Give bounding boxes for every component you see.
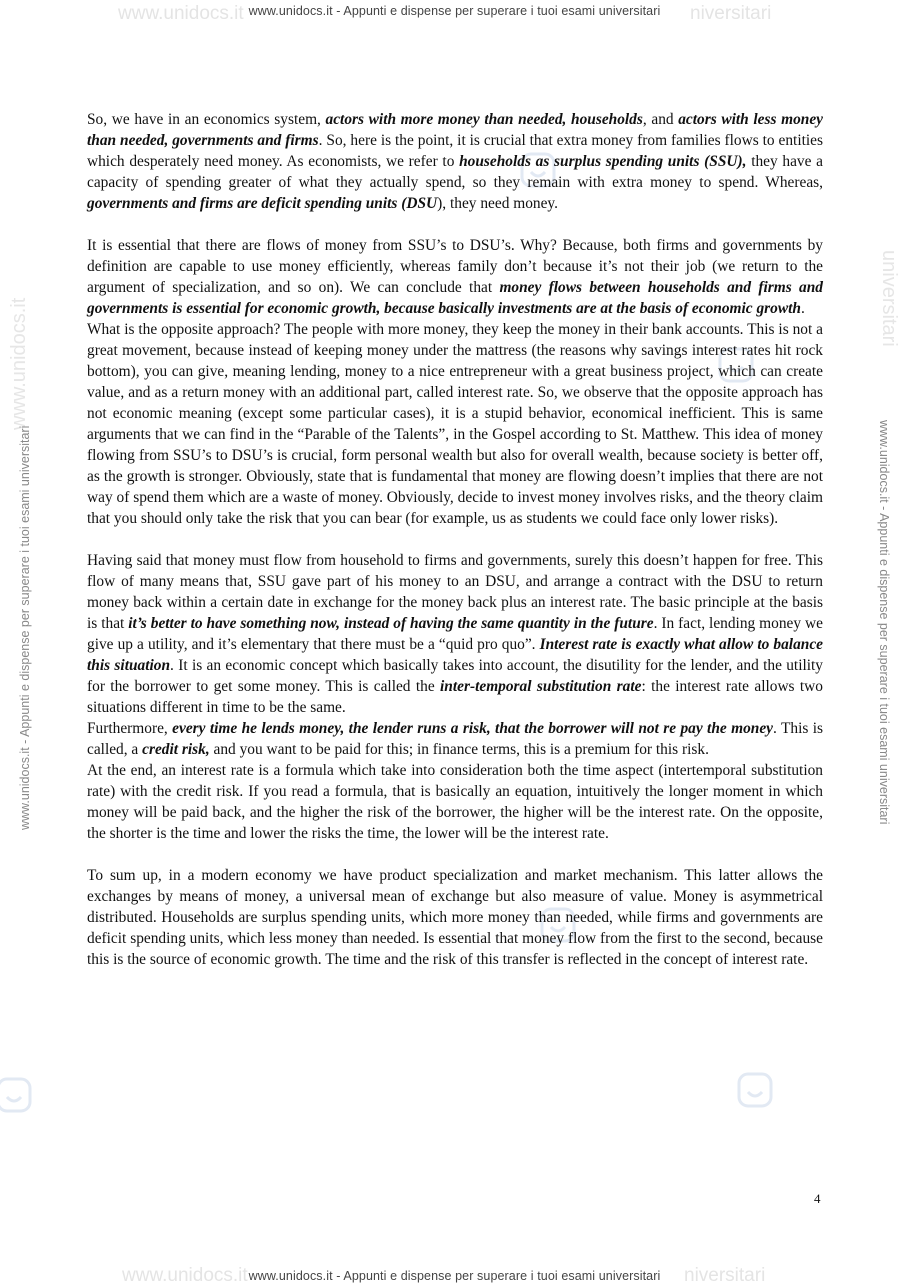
paragraph-text: . [800,300,805,317]
watermark-side-right: www.unidocs.it - Appunti e dispense per superare i tuoi esami universitari [877,420,891,825]
emphasis-text: inter-temporal substitution rate [440,678,642,695]
paragraph-text: they have a capacity of spending greater of what they actually spend, so they remain with extra money to spend. Whereas, [87,153,823,191]
watermark-logo-icon [0,1075,34,1115]
emphasis-text: it’s better to have something now, instead of having the same quantity in the future [128,615,654,632]
emphasis-text: households as surplus spending units (SSU), [459,153,747,170]
emphasis-text: actors with less money than needed, governments and firms [87,111,823,149]
paragraph-text: What is the opposite approach? The people with more money, they keep the money in their bank accounts. This is not a great movement, because instead of keeping money under the mattress (the reasons why savings interest rates hit rock bottom), you can give, meaning lending, money to a nice entrepreneur with a great business project, which can create value, and as a return money with an additional part, called interest rate. So, we observe that the opposite approach has not economic meaning (except some particular cases), it is a stupid behavior, economical inefficient. This is same arguments that we can find in the “Parable of the Talents”, in the Gospel according to St. Matthew. This idea of money flowing from SSU’s to DSU’s is crucial, form personal wealth but also for overall wealth, because society is better off, as the growth is stronger. Obviously, state that is fundamental that money are flowing doesn’t implies that there are not way of spend them which are a waste of money. Obviously, decide to invest money involves risks, and the theory claim that you should only take the risk that you can bear (for example, us as students we could face only lower risks). [87,321,823,527]
watermark-logo-icon [735,1070,775,1110]
paragraph-text: and you want to be paid for this; in finance terms, this is a premium for this risk. [209,741,709,758]
watermark-ghost-text: niversitari [690,3,772,24]
emphasis-text: credit risk, [142,741,210,758]
watermark-ghost-text: www.unidocs.it [118,3,244,24]
paragraph [87,109,823,214]
paragraph-text: . So, here is the point, it is crucial that extra money from families flows to entities which desperately need money. As economists, we refer to [87,132,823,170]
paragraph [87,760,823,844]
paragraph-text: . It is an economic concept which basically takes into account, the disutility for the lender, and the utility for the borrower to get some money. This is called the [87,657,824,695]
paragraph-text: To sum up, in a modern economy we have product specialization and market mechanism. This latter allows the exchanges by means of money, a universal mean of exchange but also measure of value. Money is asymmetrical distributed. Households are surplus spending units, which more money than needed, while firms and governments are deficit spending units, which less money than needed. Is essential that money flow from the first to the second, because this is the source of economic growth. The time and the risk of this transfer is reflected in the concept of interest rate. [87,867,823,968]
emphasis-text: governments and firms are deficit spending units (DSU [87,195,438,212]
emphasis-text: Interest rate is exactly what allow to balance this situation [87,636,823,674]
watermark-side-ghost: universitari [878,250,900,347]
document-body [87,109,823,970]
paragraph-text: At the end, an interest rate is a formula which take into consideration both the time aspect (intertemporal substitution rate) with the credit risk. If you read a formula, that is basically an equation, intuitively the longer moment in which money will be paid back, and the higher the risk of the borrower, the higher will be the interest rate. On the opposite, the shorter is the time and lower the risks the time, the lower will be the interest rate. [87,762,823,842]
paragraph-text: , and [642,111,679,128]
paragraph-text: Furthermore, [87,720,173,737]
page-number: 4 [814,1191,821,1206]
emphasis-text: every time he lends money, the lender runs a risk, that the borrower will not re pay the money [172,720,774,737]
emphasis-text: money flows between households and firms and governments is essential for economic growth, because basically investments are at the basis of economic growth [87,279,823,317]
paragraph-text: So, we have in an economics system, [87,111,326,128]
paragraph-text: . This is called, a [87,720,823,758]
paragraph [87,865,823,970]
watermark-ghost-text: niversitari [684,1265,766,1286]
paragraph-text: ), they need money. [437,195,558,212]
paragraph [87,235,823,319]
watermark-side-ghost: www.unidocs.it [8,297,30,430]
paragraph-text: . In fact, lending money we give up a utility, and it’s elementary that there must be a “quid pro quo”. [87,615,823,653]
watermark-ghost-text: www.unidocs.it [122,1265,248,1286]
paragraph [87,718,823,760]
paragraph-text: : the interest rate allows two situations different in time to be the same. [87,678,823,716]
watermark-header: www.unidocs.it - Appunti e dispense per superare i tuoi esami universitari [248,4,661,18]
watermark-side-left: www.unidocs.it - Appunti e dispense per superare i tuoi esami universitari [18,425,32,830]
paragraph [87,319,823,529]
emphasis-text: actors with more money than needed, households [325,111,643,128]
watermark-footer: www.unidocs.it - Appunti e dispense per superare i tuoi esami universitari [248,1269,661,1283]
paragraph-text: It is essential that there are flows of money from SSU’s to DSU’s. Why? Because, both firms and governments by definition are capable to use money efficiently, whereas family don’t because it’s not their job (we return to the argument of specialization, and so on). We can conclude that [87,237,823,296]
paragraph-text: Having said that money must flow from household to firms and governments, surely this doesn’t happen for free. This flow of many means that, SSU gave part of his money to an DSU, and arrange a contract with the DSU to return money back within a certain date in exchange for the money back plus an interest rate. The basic principle at the basis is that [87,552,823,632]
paragraph [87,550,823,718]
